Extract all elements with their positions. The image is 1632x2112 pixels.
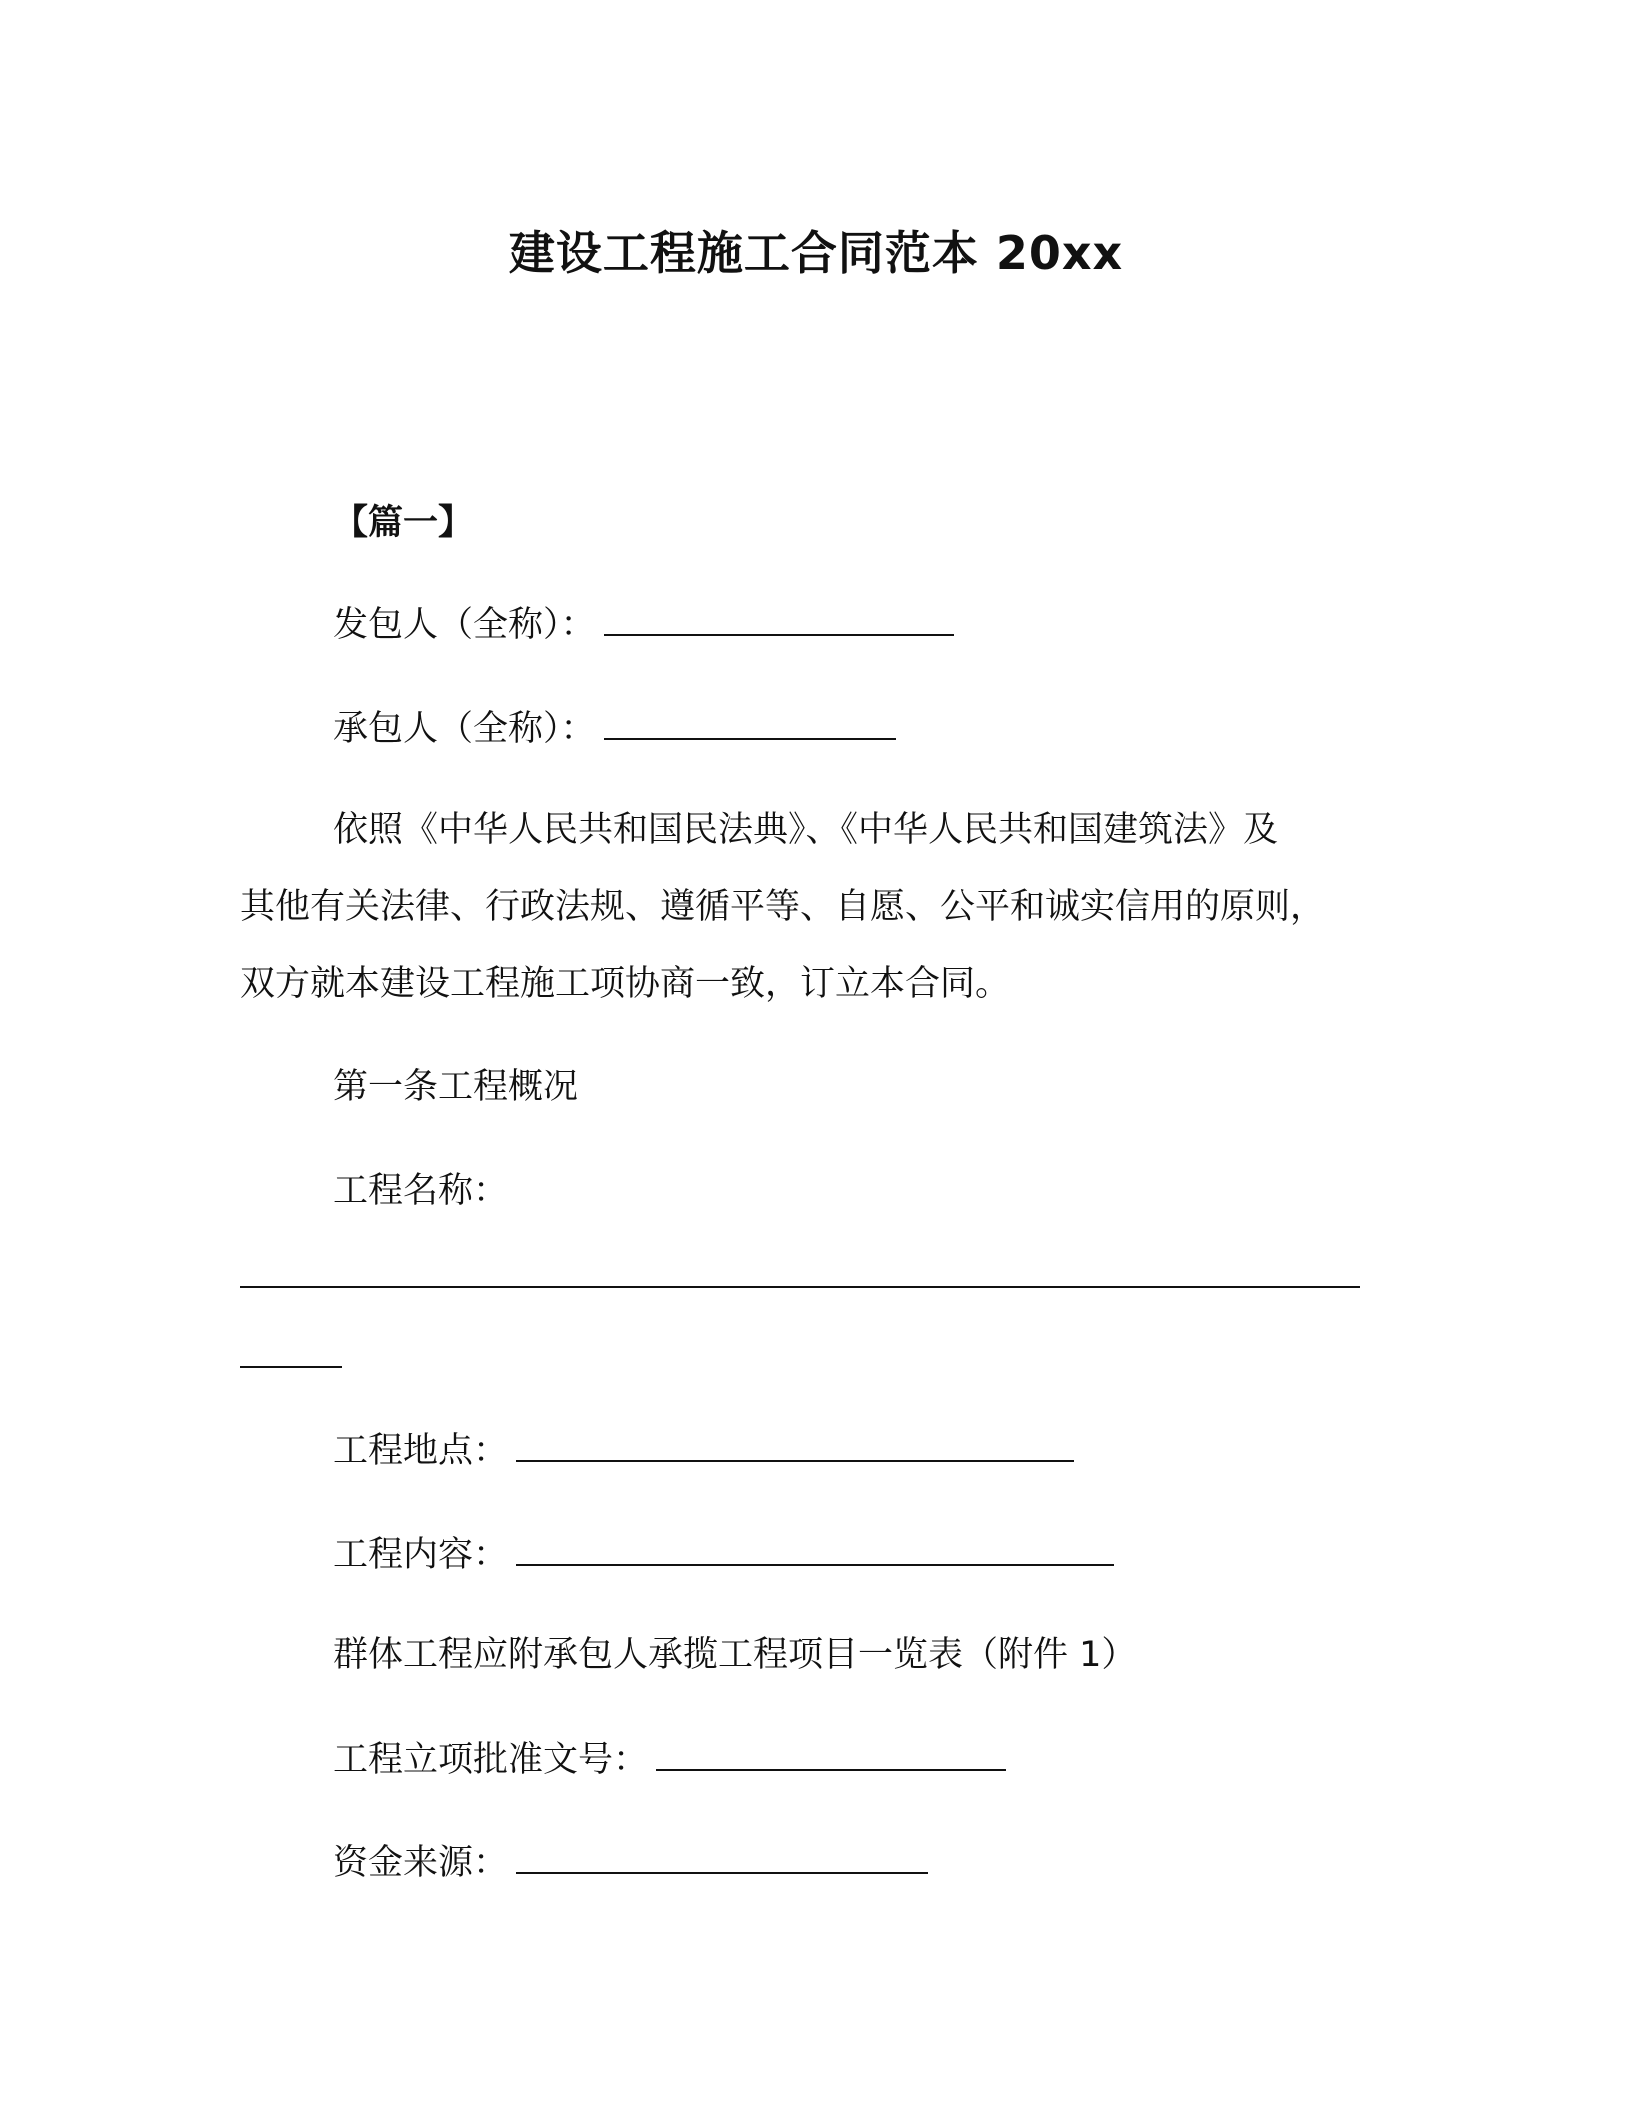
funding-source-row — [333, 1836, 928, 1888]
project-name-label: 工程名称： — [333, 1171, 509, 1211]
approval-number-blank — [656, 1733, 1006, 1771]
section-tag: 【篇一】 — [333, 503, 474, 543]
project-location-label: 工程地点： — [333, 1431, 509, 1471]
preamble-line-3: 双方就本建设工程施工项协商一致，订立本合同。 — [240, 964, 1011, 1004]
document-title: 建设工程施工合同范本 20xx — [508, 226, 1124, 280]
contractor-blank — [604, 702, 896, 740]
preamble-line-2: 其他有关法律、行政法规、遵循平等、自愿、公平和诚实信用的原则， — [240, 887, 1326, 927]
project-name-blank-line-1 — [240, 1286, 1360, 1288]
preamble-line-1: 依照《中华人民共和国民法典》、《中华人民共和国建筑法》及 — [333, 810, 1279, 850]
group-project-note: 群体工程应附承包人承揽工程项目一览表（附件 1） — [333, 1635, 1137, 1675]
project-content-blank — [516, 1528, 1114, 1566]
project-location-blank — [516, 1424, 1074, 1462]
funding-source-blank — [516, 1836, 928, 1874]
issuer-blank — [604, 598, 954, 636]
article1-heading: 第一条工程概况 — [333, 1067, 579, 1107]
contractor-field-row — [333, 702, 896, 754]
issuer-label: 发包人（全称）： — [333, 605, 596, 645]
funding-source-label: 资金来源： — [333, 1843, 509, 1883]
project-name-blank-line-2 — [240, 1366, 342, 1368]
project-content-row — [333, 1528, 1114, 1580]
contractor-label: 承包人（全称）： — [333, 709, 596, 749]
project-content-label: 工程内容： — [333, 1535, 509, 1575]
approval-number-label: 工程立项批准文号： — [333, 1740, 649, 1780]
project-location-row — [333, 1424, 1074, 1476]
issuer-field-row — [333, 598, 954, 650]
approval-number-row — [333, 1733, 1006, 1785]
